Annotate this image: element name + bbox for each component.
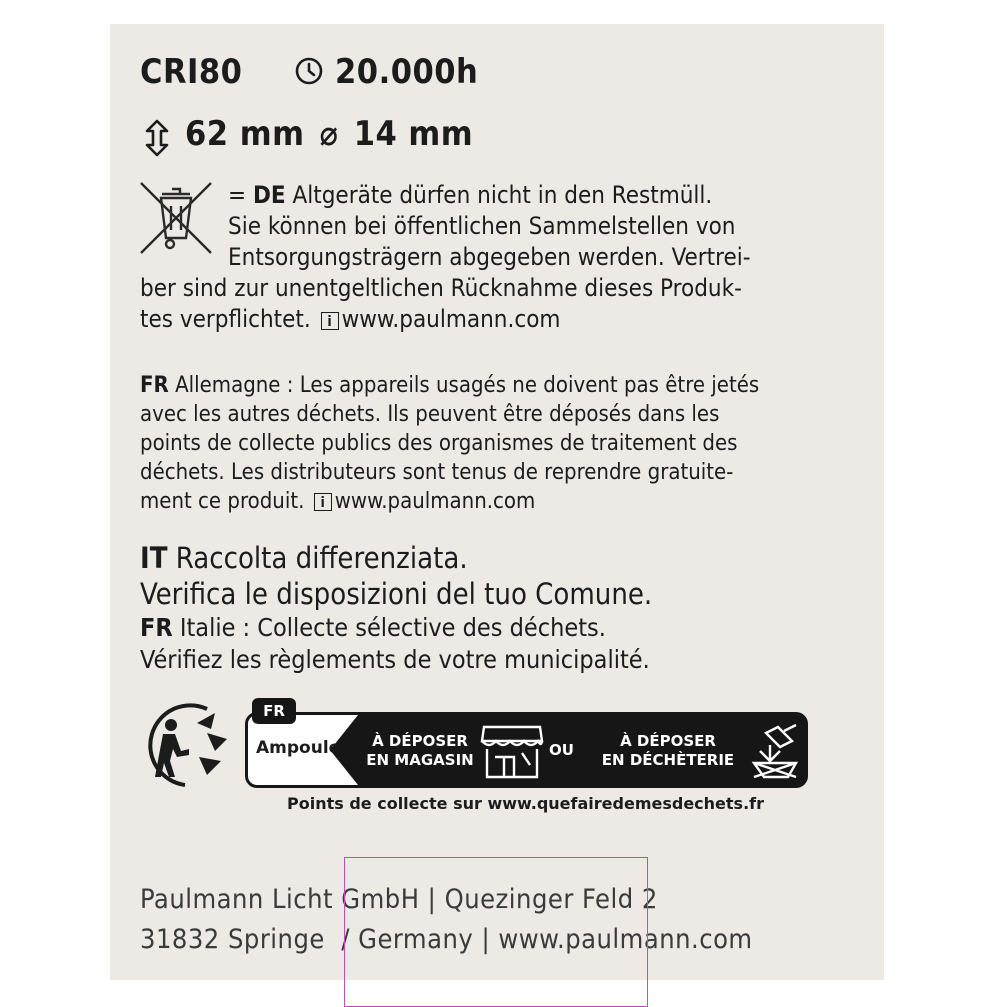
length-value: 62 mm ⌀ 14 mm [185, 114, 474, 154]
lifetime-value: 20.000h [335, 52, 479, 92]
sorting-instructions-band [245, 712, 808, 788]
it-collection-text: IT Raccolta differenziata. Verifica le disposizioni del tuo Comune. FR Italie : Collecte sélective des déchets. Vérifiez les règlements de votre municipalité. [140, 541, 653, 674]
info-icon: i [321, 312, 339, 330]
triman-logo-icon [137, 699, 233, 789]
or-text: OU [549, 741, 574, 759]
deposit-store-text: À DÉPOSER EN MAGASIN [366, 732, 474, 769]
length-arrow-icon [142, 118, 172, 158]
print-marker-box [344, 857, 648, 1007]
clock-icon [294, 56, 324, 86]
recycling-center-icon [750, 723, 800, 781]
fr-tab: FR [252, 698, 296, 724]
diameter-symbol: ⌀ [319, 114, 339, 154]
deposit-recycling-center-text: À DÉPOSER EN DÉCHÈTERIE [601, 732, 735, 769]
product-type: Ampoules [256, 738, 351, 758]
shop-icon [480, 723, 544, 781]
disposal-options [358, 715, 805, 785]
de-url: www.paulmann.com [341, 305, 561, 333]
cri-value: CRI80 [140, 52, 243, 92]
fr-disposal-text: FR Allemagne : Les appareils usagés ne doivent pas être jetés avec les autres déchets. Ils peuvent être déposés dans les points de collecte publics des organismes de traitement des déchets. Les distributeurs sont tenus de reprendre gratuite- ment ce produit. i www.paulmann.com [140, 373, 760, 514]
fr-url: www.paulmann.com [334, 489, 536, 514]
company-address: Paulmann Licht GmbH | Quezinger Feld 2 31832 Springe / Germany | www.paulmann.com [140, 884, 753, 955]
collection-points-text: Points de collecte sur www.quefairedemesdechets.fr [287, 794, 764, 813]
de-disposal-text: = DE Altgeräte dürfen nicht in den Restmüll. Sie können bei öffentlichen Sammelstellen von Entsorgungsträgern abgegeben werden. Vertrei- ber sind zur unentgeltlichen Rücknahme dieses Produk- tes verpflichtet. i www.paulmann.com [140, 181, 751, 333]
info-icon: i [314, 493, 332, 511]
